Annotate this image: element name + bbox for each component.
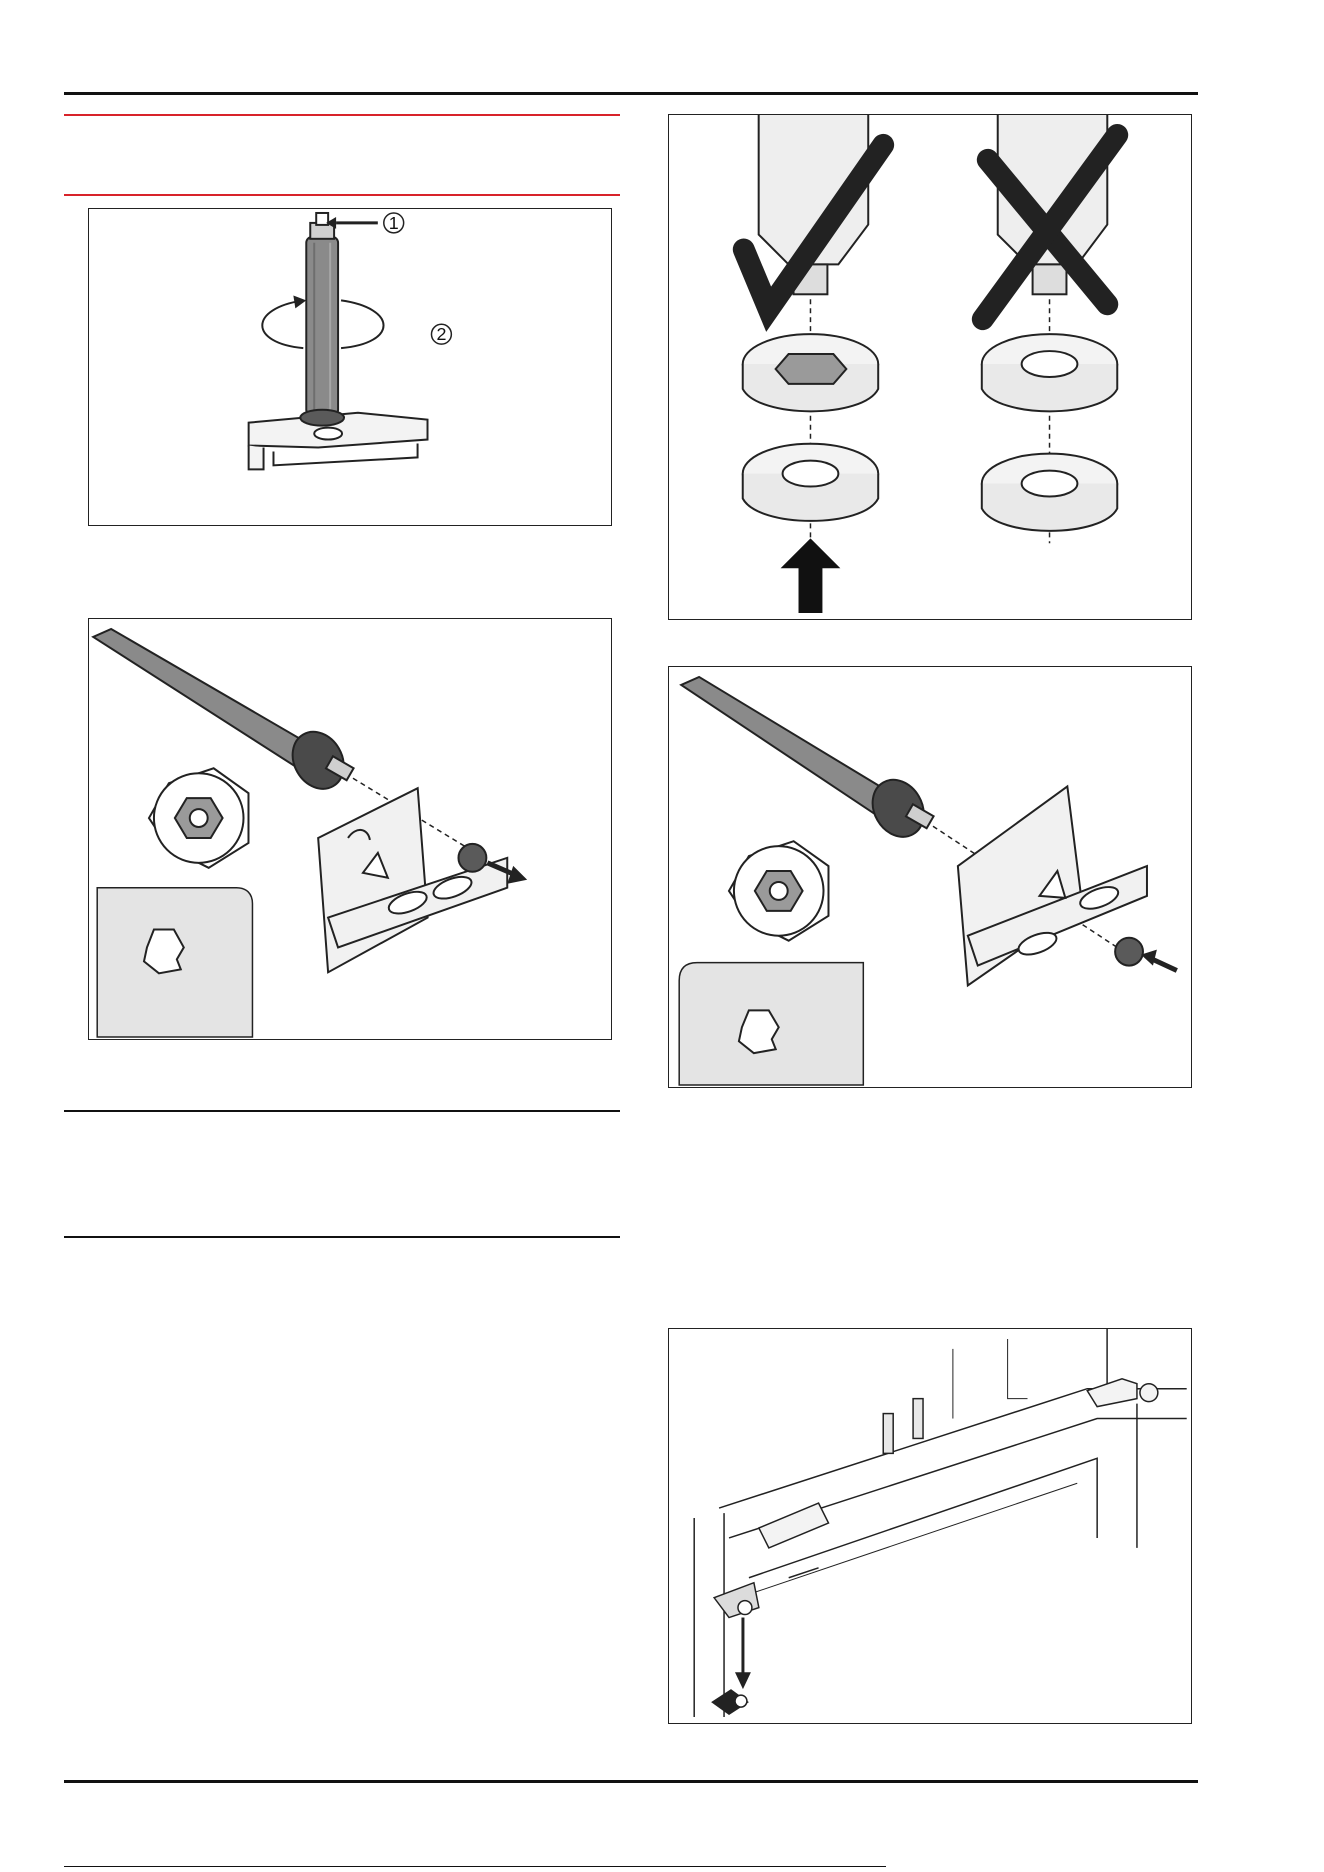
warning-top-rule bbox=[64, 114, 620, 116]
hinge-position-illustration bbox=[669, 1329, 1191, 1723]
washer-orientation-illustration bbox=[669, 115, 1191, 619]
spring-removal-illustration bbox=[89, 619, 611, 1039]
arrow-up-icon bbox=[781, 538, 841, 613]
callout-1: 1 bbox=[388, 212, 399, 233]
figure-spring-rotate bbox=[88, 208, 612, 526]
figure-spring-install bbox=[668, 666, 1192, 1088]
header-rule bbox=[64, 92, 1198, 95]
figure-hinge-position bbox=[668, 1328, 1192, 1724]
warning-bottom-rule bbox=[64, 194, 620, 196]
spring-install-illustration bbox=[669, 667, 1191, 1087]
spring-rotate-illustration bbox=[89, 209, 611, 525]
figure-washer-orientation bbox=[668, 114, 1192, 620]
footer-rule bbox=[64, 1780, 1198, 1783]
figure-spring-removal bbox=[88, 618, 612, 1040]
section-rule-2 bbox=[64, 1236, 620, 1238]
footer-thin-rule bbox=[64, 1866, 886, 1867]
callout-2: 2 bbox=[436, 324, 447, 345]
section-rule-1 bbox=[64, 1110, 620, 1112]
